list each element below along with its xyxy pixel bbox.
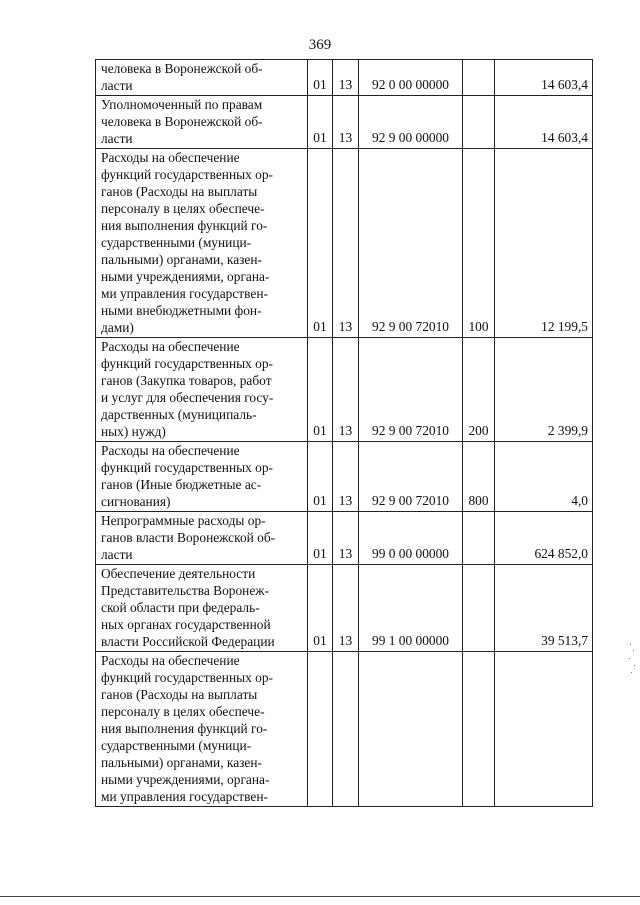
amount-cell-value: 12 199,5 xyxy=(541,319,588,334)
expense-name-line: ми управления государствен- xyxy=(101,286,268,301)
target-item-code-cell xyxy=(359,565,463,652)
expense-name-line: ными учреждениями, органа- xyxy=(101,772,270,787)
target-item-code-cell xyxy=(359,442,463,512)
expense-type-code-cell xyxy=(463,338,495,442)
subsection-code-cell xyxy=(333,512,359,565)
amount-cell xyxy=(495,96,593,149)
section-code-cell xyxy=(308,338,333,442)
section-code-cell xyxy=(308,60,333,96)
expense-type-code-cell-value: 200 xyxy=(468,423,489,438)
subsection-code-cell-value: 13 xyxy=(338,493,353,508)
expense-name-line: человека в Воронежской об- xyxy=(101,61,263,76)
expense-name-line: ганов (Расходы на выплаты xyxy=(101,687,258,702)
expense-name-line: сигнования) xyxy=(101,494,171,509)
expense-name-line: персоналу в целях обеспече- xyxy=(101,201,265,216)
expense-name-line: ганов (Закупка товаров, работ xyxy=(101,373,272,388)
expense-name-cell xyxy=(96,565,308,652)
expense-name-line: Расходы на обеспечение xyxy=(101,339,240,354)
expense-type-code-cell-value xyxy=(467,804,490,806)
section-code-cell-value: 01 xyxy=(313,130,327,145)
target-item-code-cell-value: 92 9 00 72010 xyxy=(372,319,449,334)
expense-name-cell xyxy=(96,338,308,442)
section-code-cell xyxy=(308,565,333,652)
subsection-code-cell-value: 13 xyxy=(338,546,353,561)
expense-name-line: ния выполнения функций го- xyxy=(101,721,268,736)
table-row xyxy=(96,338,593,442)
section-code-cell-value: 01 xyxy=(313,633,327,648)
target-item-code-cell-value: 92 9 00 00000 xyxy=(372,130,449,145)
subsection-code-cell-value xyxy=(337,804,354,806)
section-code-cell xyxy=(308,652,333,807)
amount-cell-value xyxy=(499,804,588,806)
expense-name-line: дами) xyxy=(101,320,134,335)
target-item-code-cell-value xyxy=(363,804,458,806)
expense-name-line: пальными) органами, казен- xyxy=(101,252,263,267)
expense-name-line: ными внебюджетными фон- xyxy=(101,303,262,318)
section-code-cell-value: 01 xyxy=(313,319,327,334)
expense-type-code-cell xyxy=(463,442,495,512)
amount-cell-value: 2 399,9 xyxy=(547,423,588,438)
amount-cell xyxy=(495,652,593,807)
expense-name-cell xyxy=(96,442,308,512)
expense-type-code-cell xyxy=(463,96,495,149)
target-item-code-cell-value: 92 9 00 72010 xyxy=(372,493,449,508)
target-item-code-cell-value: 92 0 00 00000 xyxy=(372,77,449,92)
amount-cell-value: 4,0 xyxy=(571,493,588,508)
section-code-cell-value: 01 xyxy=(313,493,327,508)
expense-name-line: власти Российской Федерации xyxy=(101,634,275,649)
expense-name-line: пальными) органами, казен- xyxy=(101,755,263,770)
section-code-cell xyxy=(308,149,333,338)
expense-name-line: ганов (Иные бюджетные ас- xyxy=(101,477,262,492)
target-item-code-cell-value: 99 0 00 00000 xyxy=(372,546,449,561)
section-code-cell-value: 01 xyxy=(313,77,327,92)
expense-name-cell xyxy=(96,149,308,338)
expense-name-line: человека в Воронежской об- xyxy=(101,114,263,129)
amount-cell xyxy=(495,149,593,338)
expense-name-line: ласти xyxy=(101,131,133,146)
expense-name-line: сударственными (муници- xyxy=(101,235,252,250)
expense-type-code-cell-value: 100 xyxy=(468,319,489,334)
expense-name-line: функций государственных ор- xyxy=(101,167,274,182)
table-row xyxy=(96,60,593,96)
expense-name-line: Расходы на обеспечение xyxy=(101,150,240,165)
expense-name-line: Непрограммные расходы ор- xyxy=(101,513,266,528)
subsection-code-cell-value: 13 xyxy=(338,130,353,145)
expense-name-line: ных) нужд) xyxy=(101,424,166,439)
expense-name-line: ми управления государствен- xyxy=(101,789,268,804)
expense-name-line: ганов власти Воронежской об- xyxy=(101,530,276,545)
table-row xyxy=(96,512,593,565)
expense-name-cell xyxy=(96,96,308,149)
amount-cell-value: 624 852,0 xyxy=(534,546,588,561)
expense-name-line: ными учреждениями, органа- xyxy=(101,269,270,284)
subsection-code-cell xyxy=(333,565,359,652)
expense-name-cell xyxy=(96,652,308,807)
subsection-code-cell xyxy=(333,60,359,96)
subsection-code-cell xyxy=(333,338,359,442)
expense-name-line: функций государственных ор- xyxy=(101,670,274,685)
expense-name-line: ласти xyxy=(101,547,133,562)
expense-name-line: Представительства Воронеж- xyxy=(101,583,269,598)
target-item-code-cell xyxy=(359,652,463,807)
expense-name-line: ния выполнения функций го- xyxy=(101,218,268,233)
target-item-code-cell xyxy=(359,60,463,96)
amount-cell xyxy=(495,442,593,512)
expense-type-code-cell xyxy=(463,512,495,565)
scan-specks xyxy=(628,644,636,674)
expense-name-line: функций государственных ор- xyxy=(101,356,274,371)
amount-cell xyxy=(495,565,593,652)
expense-name-line: ской области при федераль- xyxy=(101,600,260,615)
table-row xyxy=(96,442,593,512)
expense-name-line: функций государственных ор- xyxy=(101,460,274,475)
expense-name-line: ных органах государственной xyxy=(101,617,271,632)
subsection-code-cell xyxy=(333,652,359,807)
expense-type-code-cell xyxy=(463,149,495,338)
target-item-code-cell-value: 99 1 00 00000 xyxy=(372,633,449,648)
expense-name-line: Обеспечение деятельности xyxy=(101,566,256,581)
section-code-cell-value xyxy=(312,804,328,806)
target-item-code-cell xyxy=(359,96,463,149)
amount-cell-value: 14 603,4 xyxy=(541,77,588,92)
amount-cell-value: 14 603,4 xyxy=(541,130,588,145)
subsection-code-cell xyxy=(333,442,359,512)
amount-cell xyxy=(495,338,593,442)
expense-type-code-cell-value: 800 xyxy=(468,493,489,508)
target-item-code-cell xyxy=(359,149,463,338)
expense-name-line: персоналу в целях обеспече- xyxy=(101,704,265,719)
budget-table-body xyxy=(96,60,593,807)
section-code-cell-value: 01 xyxy=(313,423,327,438)
page-number: 369 xyxy=(308,37,332,53)
expense-type-code-cell xyxy=(463,60,495,96)
target-item-code-cell xyxy=(359,512,463,565)
subsection-code-cell-value: 13 xyxy=(338,77,353,92)
target-item-code-cell xyxy=(359,338,463,442)
amount-cell xyxy=(495,60,593,96)
expense-name-line: Расходы на обеспечение xyxy=(101,653,240,668)
table-row xyxy=(96,565,593,652)
expense-name-line: ласти xyxy=(101,78,133,93)
target-item-code-cell-value: 92 9 00 72010 xyxy=(372,423,449,438)
table-row xyxy=(96,149,593,338)
expense-name-line: Расходы на обеспечение xyxy=(101,443,240,458)
subsection-code-cell xyxy=(333,149,359,338)
section-code-cell-value: 01 xyxy=(313,546,327,561)
section-code-cell xyxy=(308,96,333,149)
table-row xyxy=(96,96,593,149)
subsection-code-cell-value: 13 xyxy=(338,319,353,334)
expense-name-line: сударственными (муници- xyxy=(101,738,252,753)
expense-type-code-cell xyxy=(463,565,495,652)
section-code-cell xyxy=(308,512,333,565)
subsection-code-cell-value: 13 xyxy=(338,633,353,648)
expense-name-line: ганов (Расходы на выплаты xyxy=(101,184,258,199)
budget-table xyxy=(95,59,593,807)
expense-name-line: Уполномоченный по правам xyxy=(101,97,263,112)
expense-name-cell xyxy=(96,60,308,96)
subsection-code-cell xyxy=(333,96,359,149)
expense-type-code-cell xyxy=(463,652,495,807)
amount-cell xyxy=(495,512,593,565)
bottom-rule xyxy=(0,896,640,897)
table-row xyxy=(96,652,593,807)
expense-name-line: дарственных (муниципаль- xyxy=(101,407,257,422)
expense-name-cell xyxy=(96,512,308,565)
amount-cell-value: 39 513,7 xyxy=(541,633,588,648)
expense-name-line: и услуг для обеспечения госу- xyxy=(101,390,274,405)
subsection-code-cell-value: 13 xyxy=(338,423,353,438)
section-code-cell xyxy=(308,442,333,512)
